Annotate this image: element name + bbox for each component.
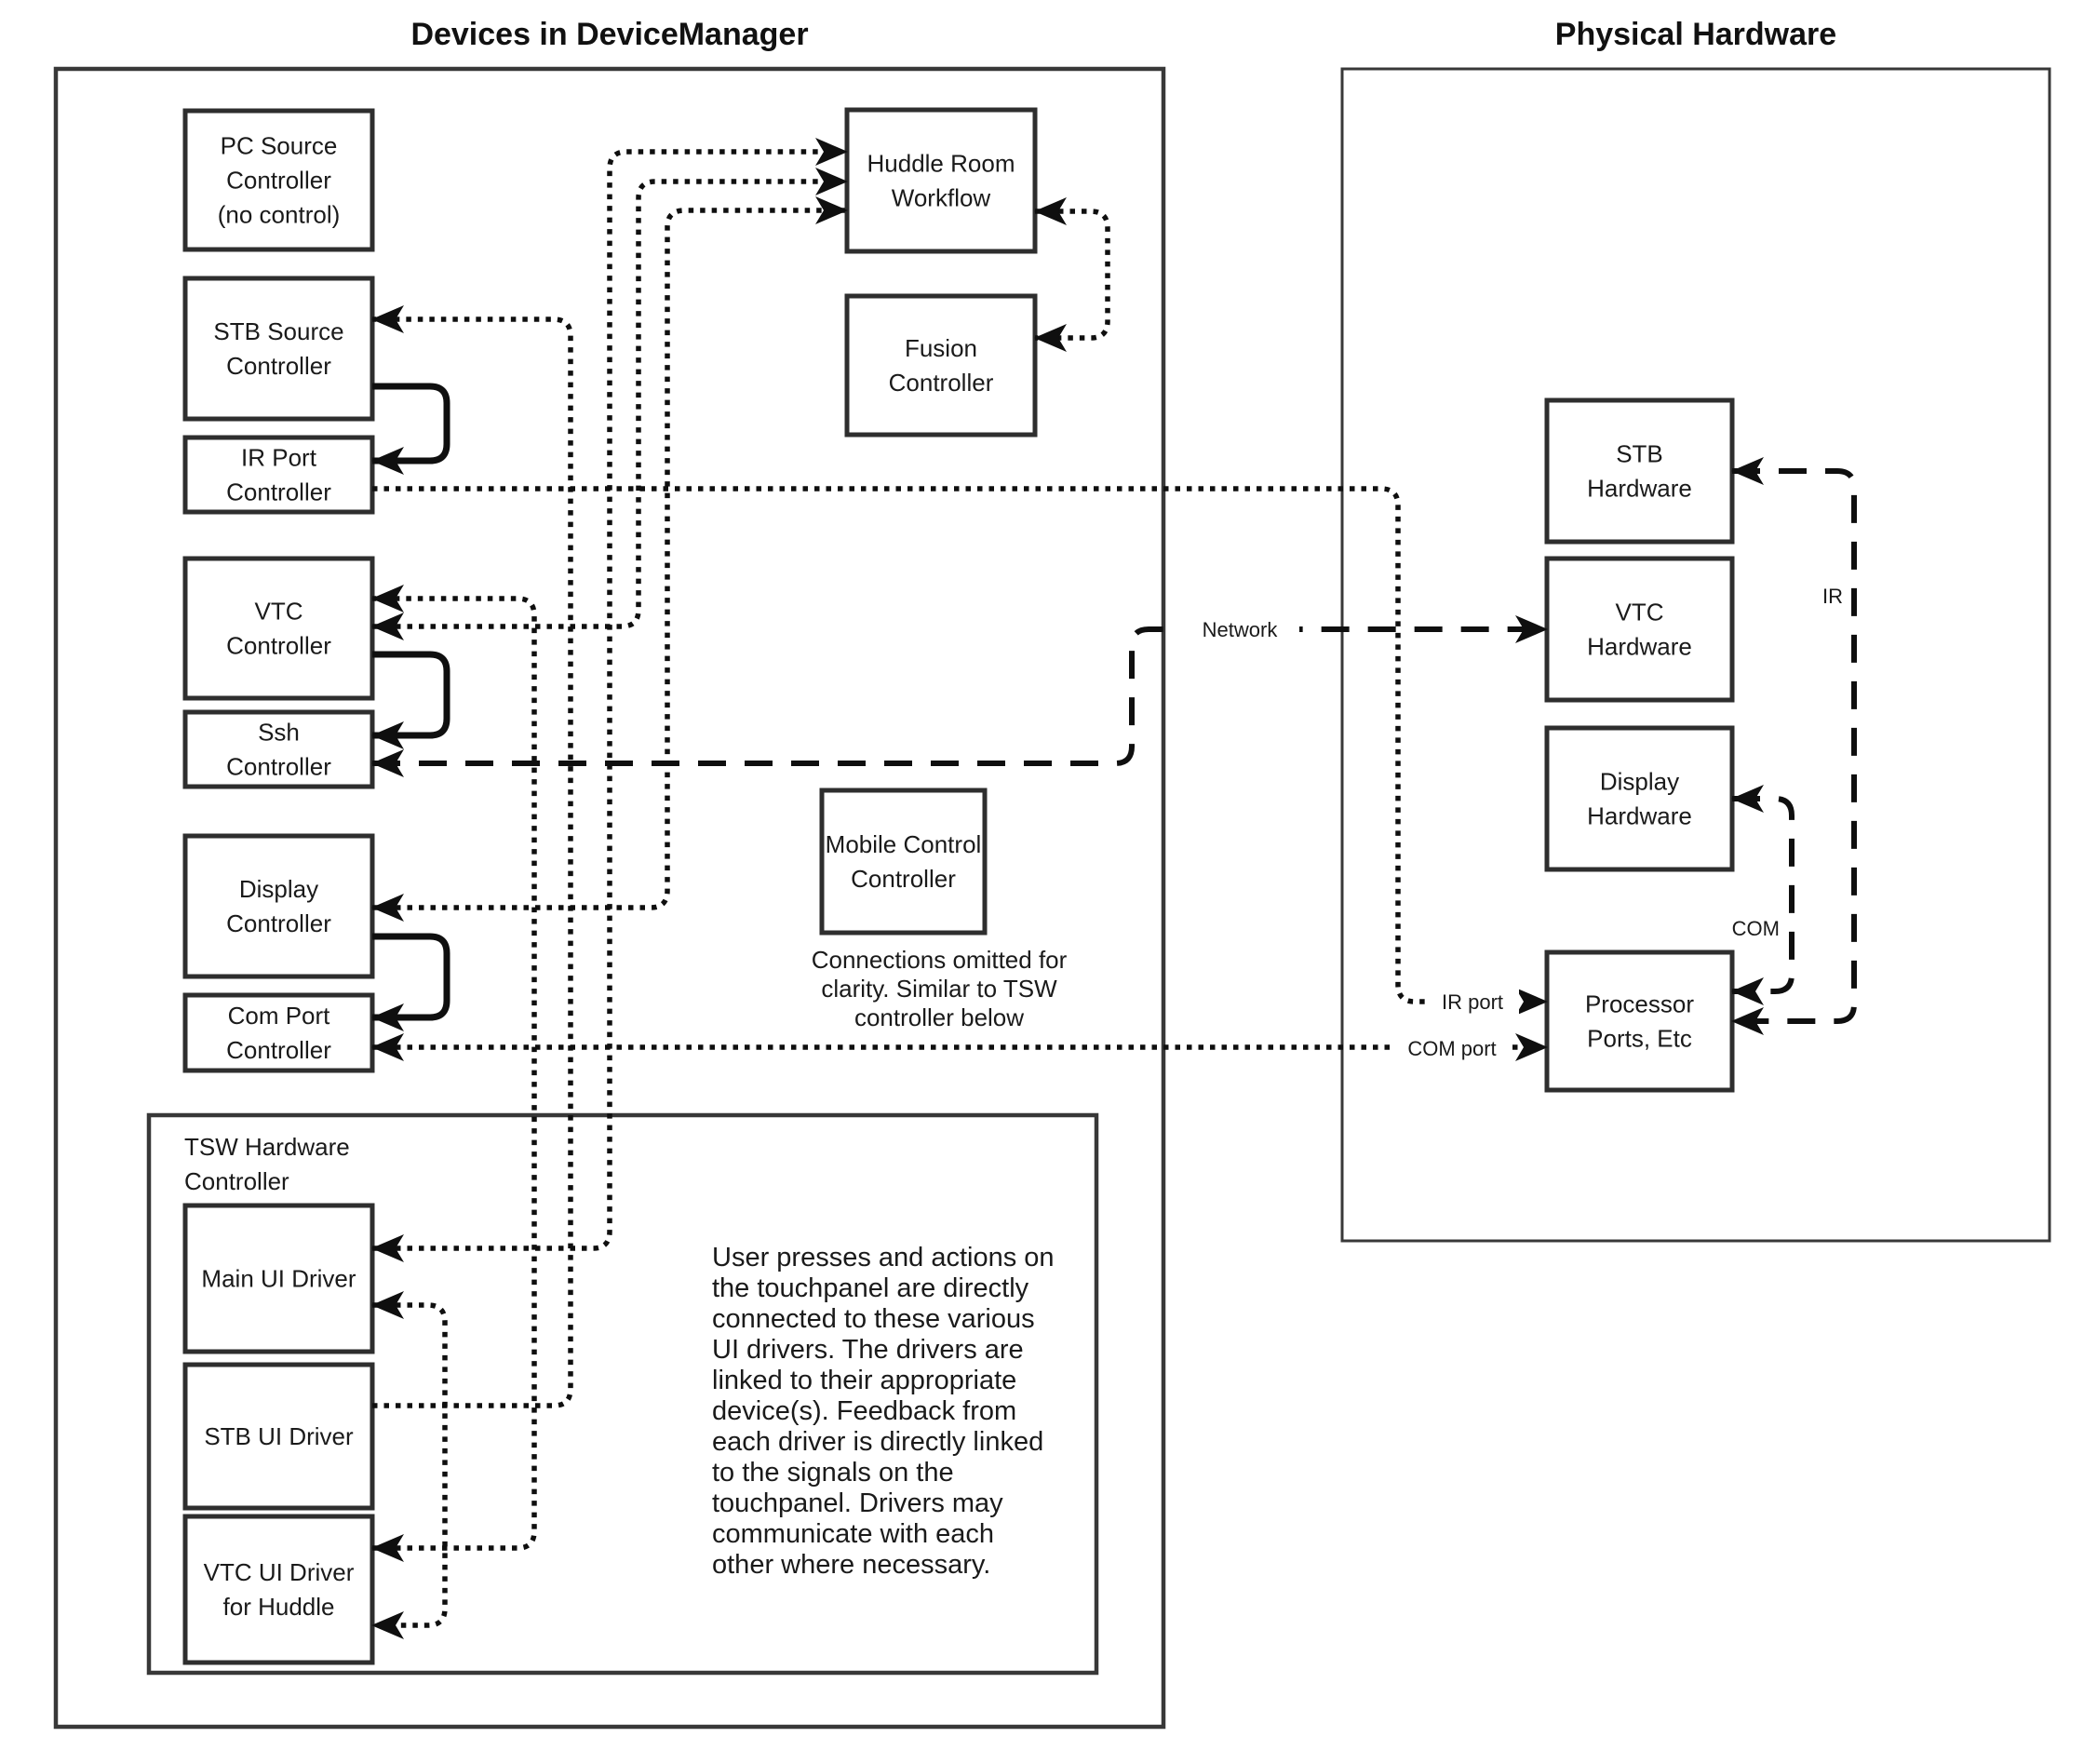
- box-label-huddle-room-workflow-line1: Huddle Room: [867, 149, 1015, 178]
- tsw-note-line4: UI drivers. The drivers are: [712, 1335, 1024, 1365]
- box-label-ir-port-controller-line2: Controller: [226, 478, 331, 506]
- tsw-note-line1: User presses and actions on: [712, 1243, 1055, 1273]
- box-vtc-controller: [185, 559, 372, 698]
- box-processor-ports: [1547, 952, 1732, 1090]
- box-label-vtc-controller-line2: Controller: [226, 631, 331, 660]
- box-label-com-port-controller-line1: Com Port: [227, 1002, 330, 1030]
- box-vtc-hardware: [1547, 559, 1732, 700]
- box-label-display-controller-line2: Controller: [226, 909, 331, 937]
- box-vtc-ui-driver: [185, 1516, 372, 1663]
- box-label-ssh-controller-line1: Ssh: [258, 718, 300, 747]
- tsw-note-line3: connected to these various: [712, 1304, 1035, 1334]
- box-label-stb-hardware-line2: Hardware: [1587, 474, 1692, 503]
- box-fusion-controller: [847, 296, 1035, 435]
- tsw-note-line2: the touchpanel are directly: [712, 1273, 1029, 1303]
- box-label-ir-port-controller-line1: IR Port: [241, 443, 316, 472]
- box-label-vtc-ui-driver-line1: VTC UI Driver: [203, 1558, 355, 1586]
- box-display-hardware: [1547, 728, 1732, 869]
- box-label-stb-source-controller-line1: STB Source: [213, 317, 344, 345]
- connector-stb-source-to-ir-port: [372, 386, 447, 461]
- box-label-main-ui-driver-line1: Main UI Driver: [201, 1264, 356, 1293]
- physical-hardware-section-title: Physical Hardware: [1554, 17, 1837, 52]
- container-label-tsw-hardware-controller-line2: Controller: [184, 1167, 289, 1195]
- box-label-stb-ui-driver-line1: STB UI Driver: [204, 1422, 354, 1450]
- box-stb-source-controller: [185, 278, 372, 419]
- box-label-vtc-hardware-line1: VTC: [1615, 598, 1664, 626]
- ir-port-label: IR port: [1441, 990, 1504, 1014]
- com-label: COM: [1731, 917, 1780, 940]
- devicemanager-section-title: Devices in DeviceManager: [410, 17, 809, 52]
- box-label-processor-ports-line2: Ports, Etc: [1587, 1024, 1692, 1053]
- box-label-huddle-room-workflow-line2: Workflow: [891, 183, 991, 212]
- ir-label: IR: [1822, 585, 1843, 608]
- box-label-mobile-control-controller-line1: Mobile Control: [825, 830, 982, 858]
- box-label-com-port-controller-line2: Controller: [226, 1036, 331, 1064]
- tsw-note-line9: touchpanel. Drivers may: [712, 1488, 1003, 1518]
- mobile-note-line3: controller below: [854, 1003, 1025, 1031]
- tsw-note-line7: each driver is directly linked: [712, 1427, 1044, 1457]
- box-label-pc-source-controller-line3: (no control): [217, 200, 341, 229]
- connector-ssh-network-to-vtc-hw: [372, 629, 1547, 763]
- box-label-ssh-controller-line2: Controller: [226, 752, 331, 781]
- box-label-fusion-controller-line1: Fusion: [904, 334, 978, 362]
- box-label-display-controller-line1: Display: [238, 875, 319, 903]
- network-label: Network: [1202, 618, 1278, 641]
- connector-display-to-com-port: [372, 936, 447, 1017]
- box-display-controller: [185, 836, 372, 976]
- mobile-note-line2: clarity. Similar to TSW: [821, 975, 1057, 1003]
- box-label-vtc-ui-driver-line2: for Huddle: [222, 1593, 335, 1621]
- box-huddle-room-workflow: [847, 110, 1035, 251]
- com-port-label: COM port: [1407, 1037, 1497, 1060]
- box-stb-hardware: [1547, 400, 1732, 542]
- tsw-note-line11: other where necessary.: [712, 1550, 991, 1580]
- box-label-vtc-hardware-line2: Hardware: [1587, 632, 1692, 661]
- box-label-display-hardware-line1: Display: [1599, 767, 1680, 796]
- tsw-note-line8: to the signals on the: [712, 1458, 954, 1488]
- connector-stb-ui-to-stb-source: [372, 319, 571, 1406]
- connector-main-ui-to-vtc-ui: [372, 1305, 445, 1625]
- box-label-vtc-controller-line1: VTC: [254, 597, 303, 626]
- tsw-note-line10: communicate with each: [712, 1519, 995, 1549]
- box-label-pc-source-controller-line1: PC Source: [220, 131, 338, 160]
- connector-display-hw-com-processor: [1732, 799, 1792, 991]
- box-label-fusion-controller-line2: Controller: [888, 369, 994, 397]
- box-label-display-hardware-line2: Hardware: [1587, 801, 1692, 830]
- tsw-note-line5: linked to their appropriate: [712, 1366, 1017, 1395]
- box-label-stb-source-controller-line2: Controller: [226, 352, 331, 380]
- box-label-processor-ports-line1: Processor: [1584, 990, 1695, 1018]
- box-label-stb-hardware-line1: STB: [1616, 439, 1663, 468]
- container-label-tsw-hardware-controller-line1: TSW Hardware: [184, 1133, 350, 1161]
- box-label-mobile-control-controller-line2: Controller: [851, 865, 956, 893]
- mobile-note-line1: Connections omitted for: [811, 946, 1068, 974]
- box-label-pc-source-controller-line2: Controller: [226, 166, 331, 195]
- connector-huddle-to-fusion: [1035, 211, 1108, 338]
- connector-vtc-to-ssh: [372, 654, 447, 735]
- box-mobile-control-controller: [822, 790, 985, 933]
- tsw-note-line6: device(s). Feedback from: [712, 1396, 1017, 1426]
